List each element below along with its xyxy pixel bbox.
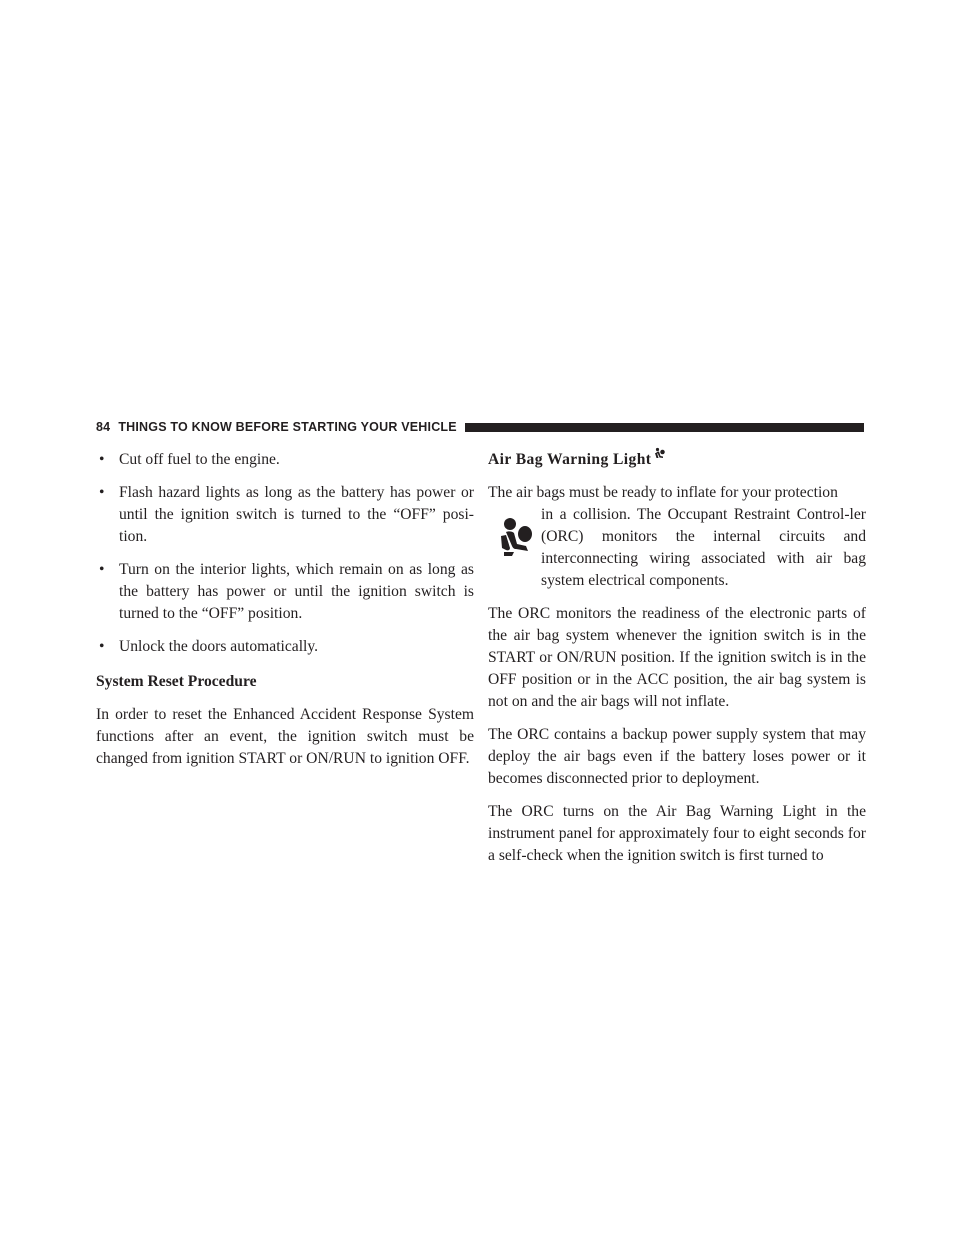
bullet-item-interior-lights: • Turn on the interior lights, which remain on as long as the battery has power or until the ignition switch is turned to the “OFF” position.	[96, 559, 474, 625]
intro-wrapped-text: in a collision. The Occupant Restraint Control-ler (ORC) monitors the internal circuits and interconnecting wiring associated with air bag system electrical components.	[541, 506, 866, 589]
intro-first-line: The air bags must be ready to inflate for your protection	[488, 484, 838, 501]
paragraph-reset: In order to reset the Enhanced Accident Response System functions after an event, the ignition switch must be changed from ignition START or ON/RUN to ignition OFF.	[96, 706, 474, 767]
airbag-warning-icon	[654, 447, 666, 461]
page-number: 84	[96, 420, 111, 434]
header-rule	[465, 423, 864, 432]
bullet-item-unlock: • Unlock the doors automatically.	[96, 636, 474, 658]
airbag-icon	[498, 516, 534, 560]
paragraph-orc-readiness: The ORC monitors the readiness of the electronic parts of the air bag system whenever the ignition switch is in the START or ON/RUN position. If the ignition switch is in the OFF position or in the ACC position, the air bag system is not on and the air bags will not inflate.	[488, 605, 866, 710]
bullet-list	[96, 449, 474, 658]
paragraph-self-check: The ORC turns on the Air Bag Warning Light in the instrument panel for approximately four to eight seconds for a self-check when the ignition switch is first turned to	[488, 803, 866, 864]
section-title: THINGS TO KNOW BEFORE STARTING YOUR VEHICLE	[118, 420, 457, 434]
right-column	[488, 449, 866, 878]
heading-row	[488, 449, 866, 471]
bullet-item-fuel: • Cut off fuel to the engine.	[96, 449, 474, 471]
heading-air-bag-warning: Air Bag Warning Light	[488, 451, 652, 468]
intro-block	[488, 482, 866, 592]
subheading-system-reset: System Reset Procedure	[96, 673, 257, 690]
left-column	[96, 449, 474, 781]
page-header	[96, 418, 864, 436]
bullet-item-hazard: • Flash hazard lights as long as the battery has power or until the ignition switch is turned to the “OFF” posi-tion.	[96, 482, 474, 548]
paragraph-backup-power: The ORC contains a backup power supply system that may deploy the air bags even if the battery loses power or it becomes disconnected prior to deployment.	[488, 726, 866, 787]
